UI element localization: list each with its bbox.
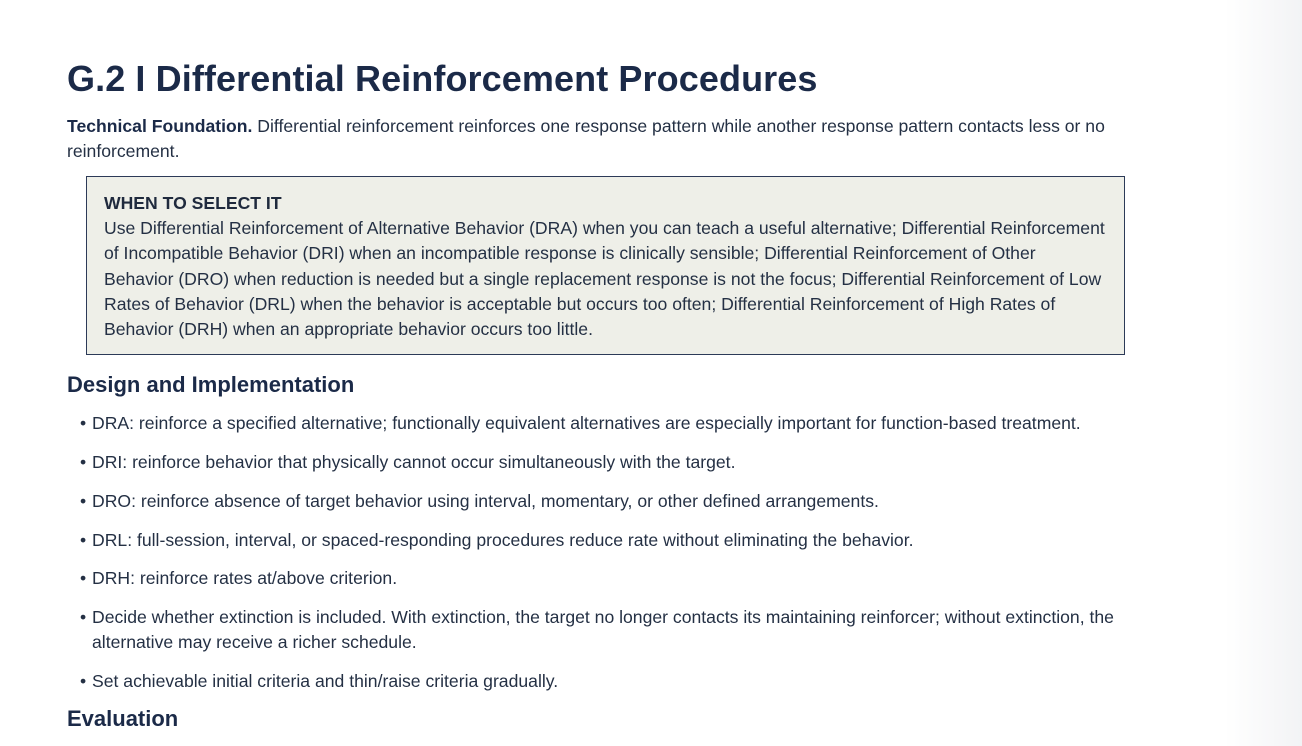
list-item-text: DRA: reinforce a specified alternative; functionally equivalent alternatives are especially important for function-based treatment. [92, 413, 1081, 434]
document-content [67, 56, 1187, 731]
design-implementation-heading: Design and Implementation [67, 372, 355, 398]
bullet-icon: • [80, 413, 87, 434]
technical-foundation-text: Differential reinforcement reinforces one response pattern while another response pattern contacts less or no reinforcement. [67, 116, 1105, 161]
list-item-text: DRL: full-session, interval, or spaced-responding procedures reduce rate without eliminating the behavior. [92, 529, 914, 550]
when-to-select-callout [86, 176, 1125, 355]
list-item-text: Decide whether extinction is included. With extinction, the target no longer contacts its maintaining reinforcer; without extinction, the alternative may receive a richer schedule. [92, 606, 1114, 652]
bullet-icon: • [80, 568, 87, 589]
bullet-icon: • [80, 606, 87, 627]
bullet-icon: • [80, 529, 87, 550]
section-title: G.2 I Differential Reinforcement Procedures [67, 58, 818, 99]
list-item [67, 489, 1187, 514]
list-item [67, 605, 1187, 655]
list-item-text: DRI: reinforce behavior that physically cannot occur simultaneously with the target. [92, 452, 736, 473]
list-item-text: DRO: reinforce absence of target behavior using interval, momentary, or other defined arrangements. [92, 490, 879, 511]
callout-body: Use Differential Reinforcement of Alternative Behavior (DRA) when you can teach a useful alternative; Differential Reinforcement of Incompatible Behavior (DRI) when an incompatible response is clinically sensible; Differential Reinforcement of Other Behavior (DRO) when reduction is needed but a single replacement response is not the focus; Differential Reinforcement of Low Rates of Behavior (DRL) when the behavior is acceptable but occurs too often; Differential Reinforcement of High Rates of Behavior (DRH) when an appropriate behavior occurs too little. [104, 218, 1105, 340]
list-item-text: Set achievable initial criteria and thin/raise criteria gradually. [92, 670, 559, 691]
list-item [67, 528, 1187, 553]
list-item [67, 450, 1187, 475]
design-bullet-list [67, 411, 1187, 693]
list-item [67, 566, 1187, 591]
bullet-icon: • [80, 670, 87, 691]
callout-title: WHEN TO SELECT IT [104, 193, 282, 213]
list-item [67, 411, 1187, 436]
technical-foundation-label: Technical Foundation. [67, 116, 253, 136]
technical-foundation-paragraph [67, 114, 1187, 164]
evaluation-heading: Evaluation [67, 706, 179, 732]
bullet-icon: • [80, 490, 87, 511]
bullet-icon: • [80, 452, 87, 473]
list-item-text: DRH: reinforce rates at/above criterion. [92, 568, 398, 589]
list-item [67, 669, 1187, 694]
